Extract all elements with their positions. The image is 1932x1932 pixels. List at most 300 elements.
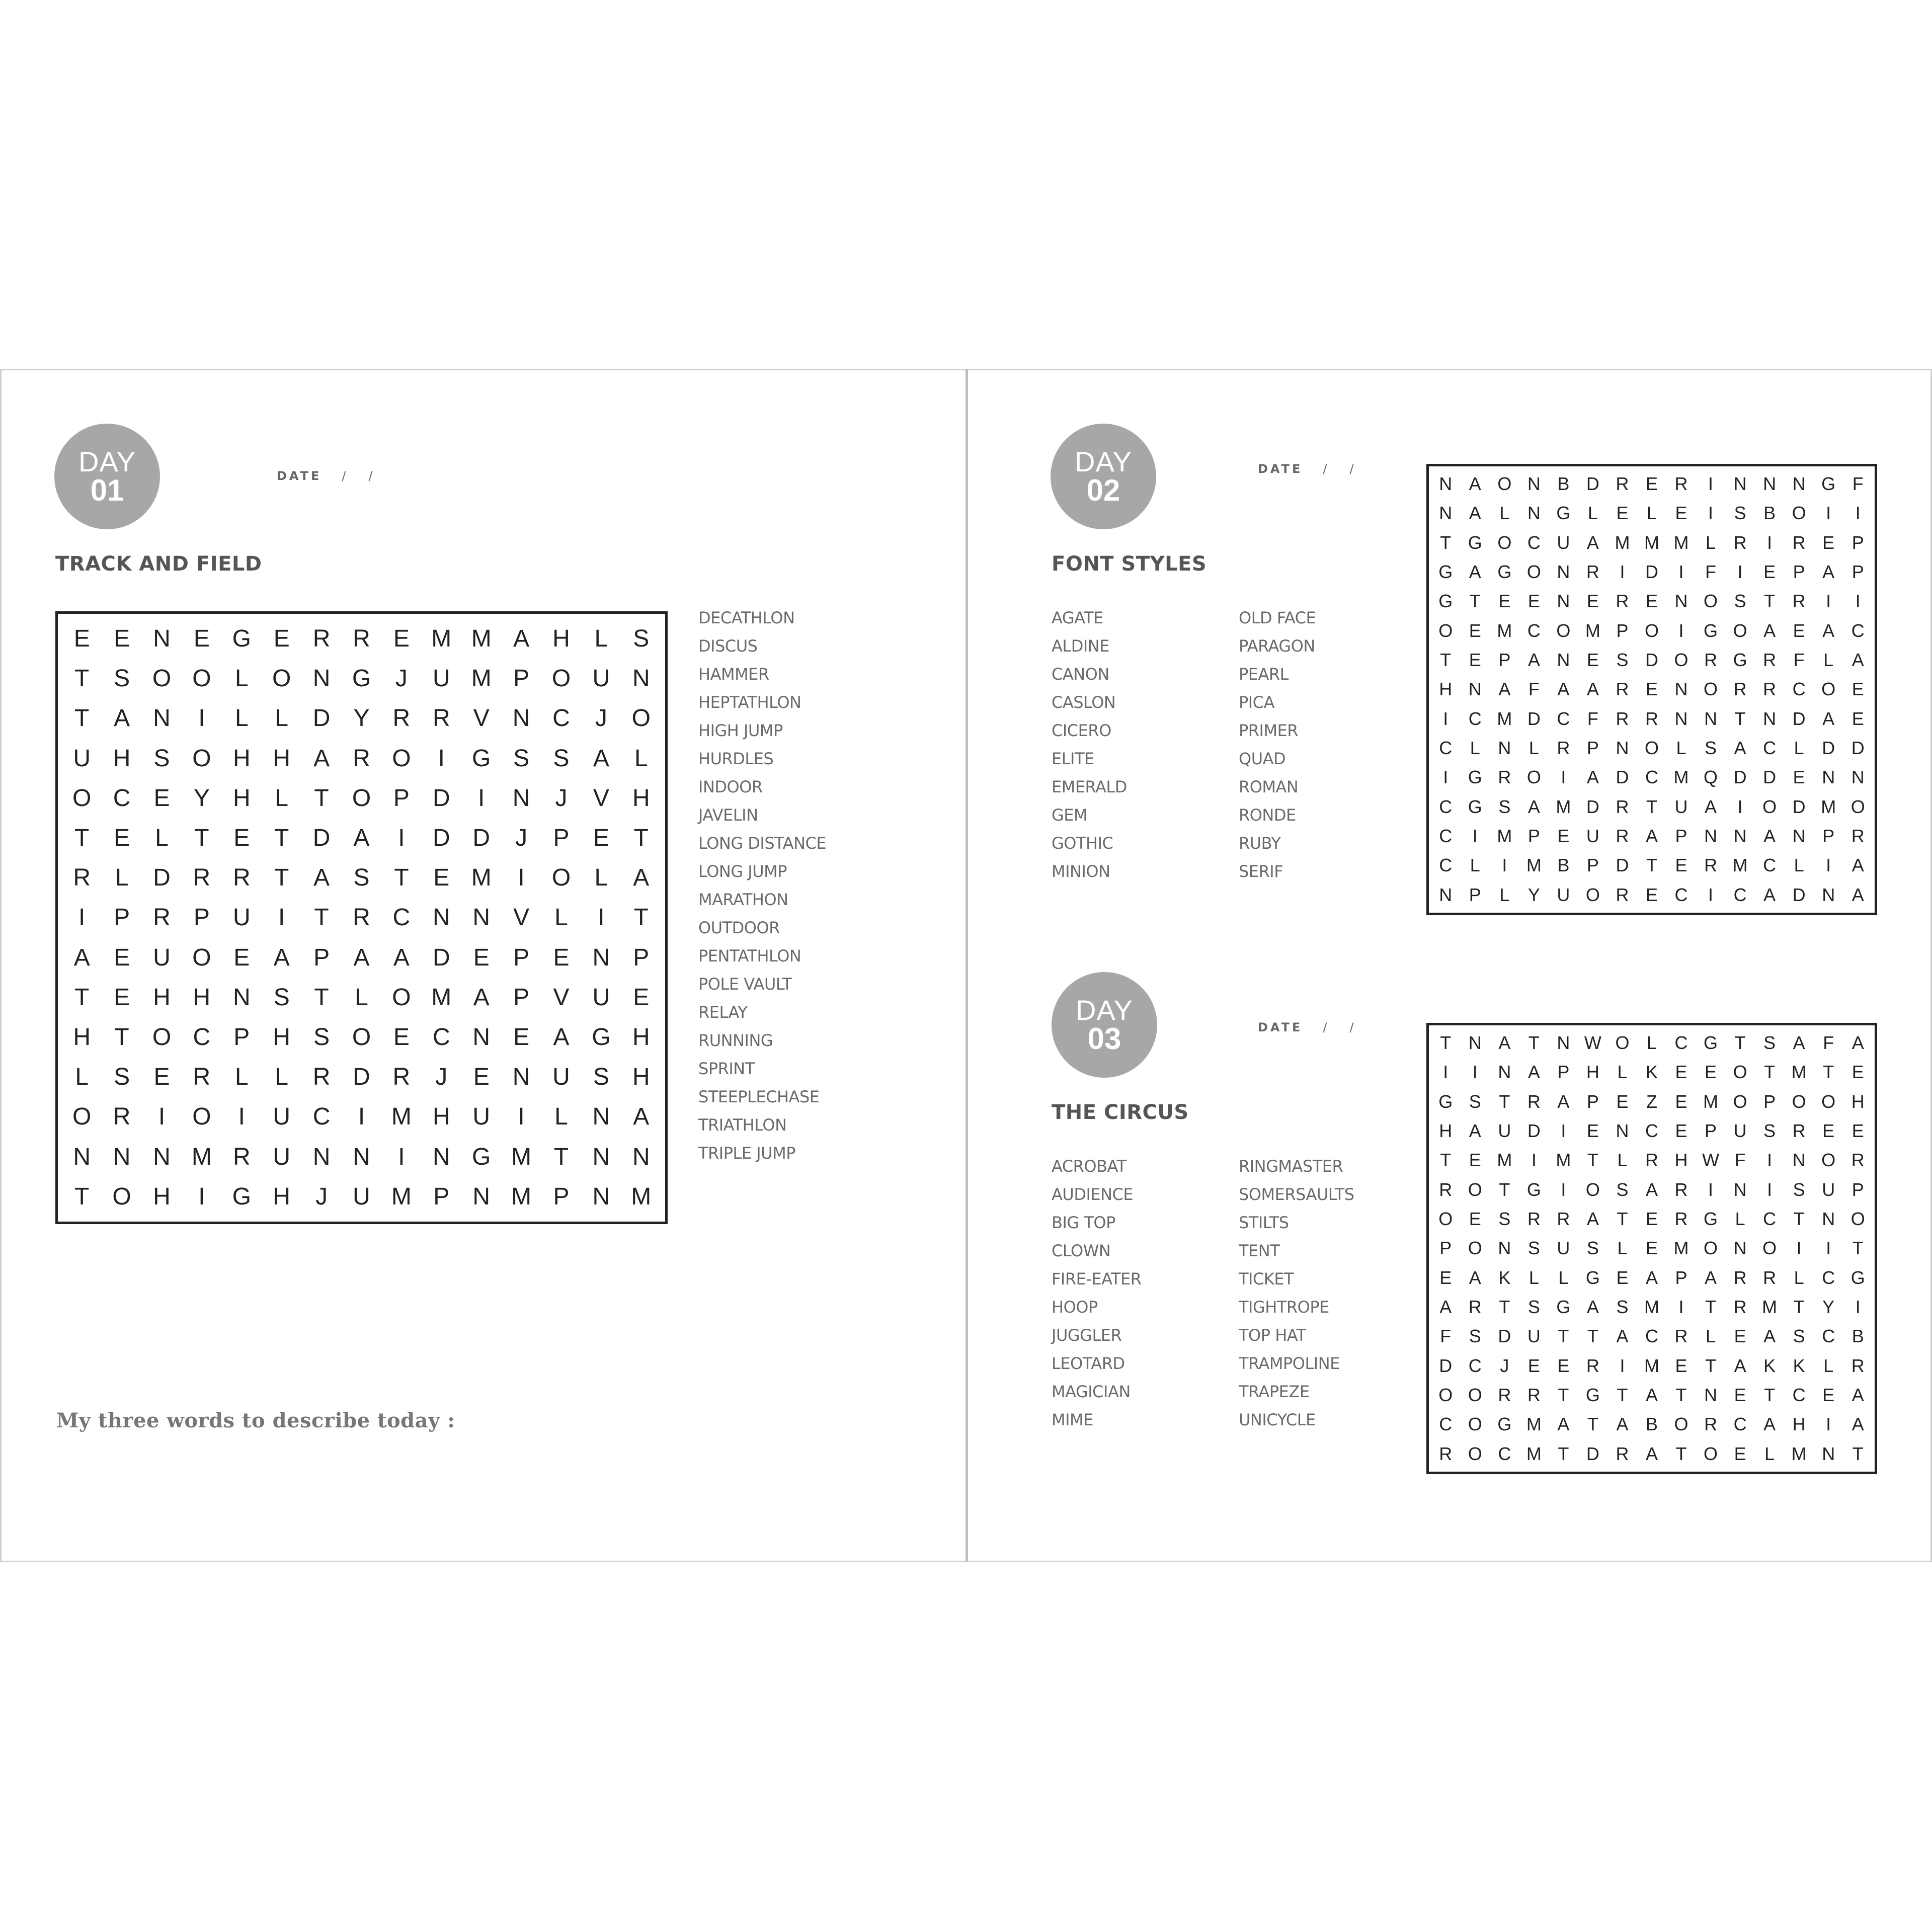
grid-cell[interactable]: M — [1703, 1091, 1719, 1112]
grid-cell[interactable]: N — [592, 1183, 610, 1210]
grid-cell[interactable]: D — [1792, 884, 1806, 905]
grid-cell[interactable]: A — [1645, 1385, 1658, 1406]
grid-cell[interactable]: O — [1704, 591, 1718, 612]
grid-cell[interactable]: N — [1439, 884, 1453, 905]
grid-cell[interactable]: E — [1527, 591, 1540, 612]
grid-cell[interactable]: S — [593, 1064, 609, 1091]
grid-cell[interactable]: A — [1852, 855, 1864, 876]
grid-cell[interactable]: A — [1763, 620, 1776, 641]
grid-cell[interactable]: N — [1439, 503, 1453, 524]
grid-cell[interactable]: A — [353, 825, 370, 852]
grid-cell[interactable]: L — [1587, 503, 1598, 524]
grid-cell[interactable]: U — [353, 1183, 370, 1210]
grid-cell[interactable]: C — [1733, 1414, 1747, 1435]
grid-cell[interactable]: D — [1645, 650, 1658, 671]
grid-cell[interactable]: D — [1527, 708, 1541, 729]
grid-cell[interactable]: N — [1557, 591, 1570, 612]
grid-cell[interactable]: L — [1823, 650, 1834, 671]
grid-cell[interactable]: E — [393, 625, 410, 653]
grid-cell[interactable]: E — [1734, 1385, 1746, 1406]
grid-cell[interactable]: D — [353, 1064, 370, 1091]
grid-cell[interactable]: I — [1443, 767, 1448, 788]
grid-cell[interactable]: E — [553, 944, 570, 971]
grid-cell[interactable]: R — [1674, 1326, 1688, 1347]
grid-cell[interactable]: D — [1792, 796, 1806, 817]
grid-cell[interactable]: I — [358, 1103, 365, 1131]
grid-cell[interactable]: A — [1705, 796, 1717, 817]
grid-cell[interactable]: I — [1708, 503, 1714, 524]
grid-cell[interactable]: H — [273, 745, 291, 772]
grid-cell[interactable]: A — [1822, 561, 1835, 583]
grid-cell[interactable]: R — [193, 1064, 211, 1091]
grid-cell[interactable]: S — [1705, 738, 1717, 759]
grid-cell[interactable]: I — [1767, 532, 1773, 553]
grid-cell[interactable]: P — [1763, 1091, 1776, 1112]
grid-cell[interactable]: G — [1585, 1267, 1600, 1288]
grid-cell[interactable]: A — [1586, 679, 1599, 700]
grid-cell[interactable]: U — [1498, 1120, 1511, 1142]
grid-cell[interactable]: N — [1674, 591, 1688, 612]
grid-cell[interactable]: A — [1763, 884, 1776, 905]
grid-cell[interactable]: L — [1823, 1355, 1834, 1376]
grid-cell[interactable]: O — [392, 984, 411, 1011]
grid-cell[interactable]: T — [1469, 591, 1481, 612]
grid-cell[interactable]: C — [1851, 620, 1865, 641]
grid-cell[interactable]: N — [1468, 1032, 1482, 1054]
grid-cell[interactable]: N — [153, 1143, 171, 1170]
grid-cell[interactable]: E — [1645, 884, 1658, 905]
grid-cell[interactable]: T — [1587, 1150, 1598, 1171]
grid-cell[interactable]: M — [1732, 855, 1748, 876]
grid-cell[interactable]: M — [1615, 532, 1630, 553]
grid-cell[interactable]: C — [1557, 708, 1570, 729]
grid-cell[interactable]: F — [1440, 1326, 1452, 1347]
grid-cell[interactable]: P — [1852, 561, 1864, 583]
grid-cell[interactable]: I — [1737, 561, 1743, 583]
grid-cell[interactable]: E — [1852, 1062, 1864, 1083]
grid-cell[interactable]: C — [1527, 620, 1541, 641]
grid-cell[interactable]: C — [1763, 738, 1777, 759]
grid-cell[interactable]: L — [634, 745, 648, 772]
grid-cell[interactable]: E — [1675, 855, 1687, 876]
grid-cell[interactable]: I — [238, 1103, 245, 1131]
grid-cell[interactable]: E — [114, 984, 130, 1011]
grid-cell[interactable]: I — [1826, 591, 1831, 612]
grid-cell[interactable]: A — [73, 944, 90, 971]
grid-cell[interactable]: H — [1674, 1150, 1688, 1171]
grid-cell[interactable]: M — [1673, 1238, 1689, 1259]
grid-cell[interactable]: M — [1497, 708, 1512, 729]
grid-cell[interactable]: G — [1468, 796, 1482, 817]
grid-cell[interactable]: C — [113, 784, 131, 812]
grid-cell[interactable]: U — [1557, 1238, 1570, 1259]
grid-cell[interactable]: U — [592, 665, 610, 692]
grid-cell[interactable]: C — [1468, 1355, 1482, 1376]
grid-cell[interactable]: N — [512, 784, 530, 812]
grid-cell[interactable]: L — [275, 1064, 289, 1091]
grid-cell[interactable]: L — [1470, 738, 1480, 759]
grid-cell[interactable]: V — [553, 984, 570, 1011]
grid-cell[interactable]: D — [432, 825, 450, 852]
grid-cell[interactable]: U — [432, 665, 450, 692]
grid-cell[interactable]: E — [473, 944, 490, 971]
grid-cell[interactable]: E — [1645, 1238, 1658, 1259]
grid-cell[interactable]: A — [1763, 1414, 1776, 1435]
grid-cell[interactable]: M — [631, 1183, 652, 1210]
grid-cell[interactable]: I — [1708, 473, 1714, 495]
grid-cell[interactable]: A — [1498, 1032, 1511, 1054]
grid-cell[interactable]: R — [1527, 1209, 1541, 1230]
grid-cell[interactable]: C — [312, 1103, 331, 1131]
grid-cell[interactable]: I — [1678, 1297, 1684, 1318]
grid-cell[interactable]: R — [1674, 1179, 1688, 1200]
grid-cell[interactable]: C — [193, 1024, 211, 1051]
grid-cell[interactable]: A — [1527, 650, 1540, 671]
grid-cell[interactable]: R — [392, 705, 411, 732]
grid-cell[interactable]: I — [78, 904, 86, 931]
grid-cell[interactable]: L — [1735, 1209, 1745, 1230]
grid-cell[interactable]: S — [1498, 796, 1511, 817]
grid-cell[interactable]: H — [552, 625, 570, 653]
grid-cell[interactable]: P — [1675, 826, 1687, 847]
grid-cell[interactable]: Y — [193, 784, 210, 812]
grid-cell[interactable]: H — [273, 1183, 291, 1210]
grid-cell[interactable]: P — [633, 944, 650, 971]
grid-cell[interactable]: A — [1822, 620, 1835, 641]
grid-cell[interactable]: T — [1558, 1443, 1569, 1464]
grid-cell[interactable]: W — [1702, 1150, 1720, 1171]
grid-cell[interactable]: R — [1763, 1267, 1777, 1288]
grid-cell[interactable]: O — [1556, 620, 1571, 641]
grid-cell[interactable]: G — [232, 625, 251, 653]
grid-cell[interactable]: A — [1586, 1297, 1599, 1318]
date-field[interactable] — [1258, 1020, 1356, 1034]
grid-cell[interactable]: I — [1826, 855, 1831, 876]
grid-cell[interactable]: A — [1734, 1355, 1746, 1376]
grid-cell[interactable]: O — [1733, 1062, 1747, 1083]
grid-cell[interactable]: O — [72, 784, 92, 812]
grid-cell[interactable]: O — [1438, 620, 1453, 641]
grid-cell[interactable]: L — [275, 705, 289, 732]
grid-cell[interactable]: R — [232, 1143, 251, 1170]
grid-cell[interactable]: A — [1469, 503, 1481, 524]
grid-cell[interactable]: R — [353, 745, 370, 772]
grid-cell[interactable]: B — [1763, 503, 1776, 524]
grid-cell[interactable]: S — [313, 1024, 330, 1051]
grid-cell[interactable]: N — [353, 1143, 370, 1170]
grid-cell[interactable]: H — [632, 1024, 650, 1051]
grid-cell[interactable]: S — [114, 665, 130, 692]
grid-cell[interactable]: I — [158, 1103, 166, 1131]
grid-cell[interactable]: P — [1498, 650, 1511, 671]
grid-cell[interactable]: H — [632, 1064, 650, 1091]
grid-cell[interactable]: Y — [353, 705, 370, 732]
grid-cell[interactable]: O — [631, 705, 651, 732]
grid-cell[interactable]: R — [1616, 884, 1629, 905]
grid-cell[interactable]: J — [595, 705, 607, 732]
grid-cell[interactable]: P — [114, 904, 130, 931]
grid-cell[interactable]: G — [1704, 620, 1718, 641]
grid-cell[interactable]: U — [552, 1064, 570, 1091]
grid-cell[interactable]: N — [432, 1143, 450, 1170]
grid-cell[interactable]: R — [1674, 473, 1688, 495]
grid-cell[interactable]: O — [1821, 1091, 1836, 1112]
grid-cell[interactable]: L — [1528, 738, 1539, 759]
word-search-grid[interactable] — [1426, 464, 1877, 915]
grid-cell[interactable]: I — [1678, 620, 1684, 641]
grid-cell[interactable]: G — [1733, 650, 1747, 671]
grid-cell[interactable]: P — [233, 1024, 250, 1051]
grid-cell[interactable]: I — [438, 745, 445, 772]
grid-cell[interactable]: A — [1586, 532, 1599, 553]
grid-cell[interactable]: D — [1733, 767, 1747, 788]
grid-cell[interactable]: T — [1764, 591, 1776, 612]
grid-cell[interactable]: R — [1792, 591, 1806, 612]
grid-cell[interactable]: I — [1502, 855, 1507, 876]
grid-cell[interactable]: R — [1733, 679, 1747, 700]
grid-cell[interactable]: L — [1676, 738, 1686, 759]
grid-cell[interactable]: O — [1704, 1238, 1718, 1259]
grid-cell[interactable]: O — [392, 745, 411, 772]
grid-cell[interactable]: D — [432, 784, 450, 812]
grid-cell[interactable]: T — [1793, 1209, 1805, 1230]
grid-cell[interactable]: G — [1497, 1414, 1512, 1435]
grid-cell[interactable]: R — [353, 904, 370, 931]
grid-cell[interactable]: S — [1498, 1209, 1511, 1230]
grid-cell[interactable]: C — [1439, 855, 1453, 876]
grid-cell[interactable]: U — [232, 904, 251, 931]
grid-cell[interactable]: D — [1439, 1355, 1453, 1376]
grid-cell[interactable]: N — [1498, 738, 1511, 759]
grid-cell[interactable]: E — [1675, 1120, 1687, 1142]
grid-cell[interactable]: H — [632, 784, 650, 812]
grid-cell[interactable]: D — [1616, 855, 1629, 876]
word-search-grid[interactable] — [1426, 1023, 1877, 1474]
grid-cell[interactable]: U — [1822, 1179, 1835, 1200]
grid-cell[interactable]: O — [192, 745, 211, 772]
grid-cell[interactable]: L — [275, 784, 289, 812]
grid-cell[interactable]: A — [1557, 1414, 1570, 1435]
grid-cell[interactable]: A — [1439, 1297, 1452, 1318]
grid-cell[interactable]: G — [472, 1143, 491, 1170]
grid-cell[interactable]: R — [1733, 532, 1747, 553]
grid-cell[interactable]: E — [1469, 1150, 1481, 1171]
grid-cell[interactable]: H — [232, 784, 251, 812]
grid-cell[interactable]: E — [433, 864, 450, 892]
grid-cell[interactable]: N — [1733, 473, 1747, 495]
grid-cell[interactable]: E — [593, 825, 609, 852]
grid-cell[interactable]: I — [198, 1183, 205, 1210]
grid-cell[interactable]: O — [551, 864, 571, 892]
grid-cell[interactable]: A — [1616, 1414, 1629, 1435]
grid-cell[interactable]: L — [1617, 1150, 1628, 1171]
grid-cell[interactable]: U — [472, 1103, 491, 1131]
grid-cell[interactable]: G — [1585, 1385, 1600, 1406]
grid-cell[interactable]: T — [314, 784, 329, 812]
grid-cell[interactable]: N — [312, 665, 331, 692]
grid-cell[interactable]: D — [1586, 473, 1599, 495]
grid-cell[interactable]: M — [1526, 1414, 1542, 1435]
grid-cell[interactable]: Z — [1646, 1091, 1657, 1112]
grid-cell[interactable]: Q — [1704, 767, 1718, 788]
grid-cell[interactable]: M — [1821, 796, 1836, 817]
grid-cell[interactable]: S — [1616, 650, 1629, 671]
grid-cell[interactable]: P — [1586, 738, 1599, 759]
grid-cell[interactable]: D — [472, 825, 491, 852]
grid-cell[interactable]: A — [1645, 1443, 1658, 1464]
grid-cell[interactable]: O — [352, 1024, 371, 1051]
grid-cell[interactable]: O — [1821, 679, 1836, 700]
grid-cell[interactable]: M — [431, 625, 452, 653]
grid-cell[interactable]: U — [592, 984, 610, 1011]
grid-cell[interactable]: O — [1792, 503, 1806, 524]
grid-cell[interactable]: H — [432, 1103, 450, 1131]
grid-cell[interactable]: E — [1793, 620, 1805, 641]
grid-cell[interactable]: O — [1644, 620, 1659, 641]
grid-cell[interactable]: M — [471, 665, 492, 692]
grid-cell[interactable]: L — [234, 705, 249, 732]
grid-cell[interactable]: E — [1586, 591, 1599, 612]
grid-cell[interactable]: A — [1527, 1062, 1540, 1083]
grid-cell[interactable]: M — [471, 625, 492, 653]
grid-cell[interactable]: R — [392, 1064, 411, 1091]
grid-cell[interactable]: H — [193, 984, 211, 1011]
grid-cell[interactable]: O — [152, 665, 172, 692]
grid-cell[interactable]: C — [1674, 884, 1688, 905]
grid-cell[interactable]: E — [153, 784, 170, 812]
grid-cell[interactable]: O — [1821, 1150, 1836, 1171]
grid-cell[interactable]: T — [1823, 1062, 1834, 1083]
grid-cell[interactable]: D — [1616, 767, 1629, 788]
grid-cell[interactable]: H — [73, 1024, 91, 1051]
grid-cell[interactable]: O — [1762, 1238, 1777, 1259]
grid-cell[interactable]: G — [352, 665, 371, 692]
grid-cell[interactable]: R — [1704, 1414, 1718, 1435]
grid-cell[interactable]: O — [1674, 1414, 1688, 1435]
grid-cell[interactable]: G — [592, 1024, 611, 1051]
grid-cell[interactable]: T — [1646, 855, 1657, 876]
grid-cell[interactable]: C — [1439, 826, 1453, 847]
grid-cell[interactable]: T — [1440, 650, 1452, 671]
grid-cell[interactable]: T — [1675, 1385, 1687, 1406]
grid-cell[interactable]: I — [1561, 1120, 1566, 1142]
grid-cell[interactable]: A — [1469, 473, 1481, 495]
grid-cell[interactable]: A — [1852, 1032, 1864, 1054]
grid-cell[interactable]: M — [391, 1183, 412, 1210]
grid-cell[interactable]: L — [1528, 1267, 1539, 1288]
grid-cell[interactable]: H — [1439, 679, 1453, 700]
grid-cell[interactable]: F — [1793, 650, 1805, 671]
grid-cell[interactable]: E — [233, 825, 250, 852]
grid-cell[interactable]: R — [1851, 1355, 1865, 1376]
grid-cell[interactable]: I — [1531, 1150, 1537, 1171]
grid-cell[interactable]: P — [513, 665, 530, 692]
grid-cell[interactable]: J — [515, 825, 528, 852]
grid-cell[interactable]: L — [1794, 738, 1804, 759]
grid-cell[interactable]: L — [554, 1103, 568, 1131]
grid-cell[interactable]: E — [1469, 1209, 1481, 1230]
grid-cell[interactable]: N — [1822, 1443, 1835, 1464]
grid-cell[interactable]: U — [1586, 826, 1599, 847]
grid-cell[interactable]: R — [1674, 1209, 1688, 1230]
grid-cell[interactable]: S — [1527, 1238, 1540, 1259]
grid-cell[interactable]: P — [1675, 1267, 1687, 1288]
grid-cell[interactable]: E — [1557, 1355, 1570, 1376]
grid-cell[interactable]: L — [554, 904, 568, 931]
grid-cell[interactable]: G — [1704, 1032, 1718, 1054]
grid-cell[interactable]: N — [592, 944, 610, 971]
grid-cell[interactable]: A — [473, 984, 490, 1011]
grid-cell[interactable]: T — [1764, 1062, 1776, 1083]
grid-cell[interactable]: S — [273, 984, 290, 1011]
grid-cell[interactable]: R — [1704, 650, 1718, 671]
grid-cell[interactable]: O — [1733, 620, 1747, 641]
grid-cell[interactable]: R — [1586, 561, 1599, 583]
grid-cell[interactable]: F — [1528, 679, 1540, 700]
grid-cell[interactable]: R — [1763, 650, 1777, 671]
grid-cell[interactable]: I — [198, 705, 205, 732]
grid-cell[interactable]: A — [114, 705, 130, 732]
grid-cell[interactable]: N — [1527, 503, 1541, 524]
grid-cell[interactable]: N — [1792, 1150, 1806, 1171]
grid-cell[interactable]: J — [435, 1064, 448, 1091]
grid-cell[interactable]: F — [1734, 1150, 1746, 1171]
grid-cell[interactable]: G — [1497, 561, 1512, 583]
grid-cell[interactable]: O — [112, 1183, 131, 1210]
grid-cell[interactable]: S — [353, 864, 370, 892]
grid-cell[interactable]: T — [1617, 1385, 1628, 1406]
grid-cell[interactable]: A — [393, 944, 410, 971]
grid-cell[interactable]: T — [274, 864, 289, 892]
grid-cell[interactable]: M — [1497, 620, 1512, 641]
grid-cell[interactable]: C — [1763, 1209, 1777, 1230]
grid-cell[interactable]: P — [513, 984, 530, 1011]
grid-cell[interactable]: F — [1587, 708, 1598, 729]
grid-cell[interactable]: I — [518, 1103, 525, 1131]
grid-cell[interactable]: H — [1792, 1414, 1806, 1435]
grid-cell[interactable]: N — [1616, 738, 1629, 759]
grid-cell[interactable]: N — [1439, 473, 1453, 495]
grid-cell[interactable]: G — [1438, 1091, 1453, 1112]
grid-cell[interactable]: T — [74, 825, 90, 852]
grid-cell[interactable]: R — [113, 1103, 131, 1131]
grid-cell[interactable]: E — [114, 944, 130, 971]
grid-cell[interactable]: L — [594, 625, 608, 653]
grid-cell[interactable]: L — [594, 864, 608, 892]
grid-cell[interactable]: P — [1852, 532, 1864, 553]
grid-cell[interactable]: S — [153, 745, 170, 772]
grid-cell[interactable]: H — [153, 984, 171, 1011]
grid-cell[interactable]: T — [1617, 1209, 1628, 1230]
grid-cell[interactable]: J — [1500, 1355, 1509, 1376]
grid-cell[interactable]: S — [1527, 1297, 1540, 1318]
grid-cell[interactable]: A — [1852, 650, 1864, 671]
grid-cell[interactable]: S — [513, 745, 530, 772]
grid-cell[interactable]: D — [153, 864, 171, 892]
grid-cell[interactable]: I — [1826, 503, 1831, 524]
grid-cell[interactable]: T — [1852, 1238, 1864, 1259]
grid-cell[interactable]: E — [513, 1024, 530, 1051]
grid-cell[interactable]: A — [1645, 826, 1658, 847]
grid-cell[interactable]: M — [1644, 1297, 1659, 1318]
grid-cell[interactable]: M — [511, 1183, 532, 1210]
grid-cell[interactable]: N — [153, 625, 171, 653]
grid-cell[interactable]: N — [1733, 1238, 1747, 1259]
grid-cell[interactable]: R — [1557, 1209, 1570, 1230]
grid-cell[interactable]: N — [1733, 826, 1747, 847]
grid-cell[interactable]: E — [1705, 1062, 1717, 1083]
grid-cell[interactable]: T — [114, 1024, 129, 1051]
